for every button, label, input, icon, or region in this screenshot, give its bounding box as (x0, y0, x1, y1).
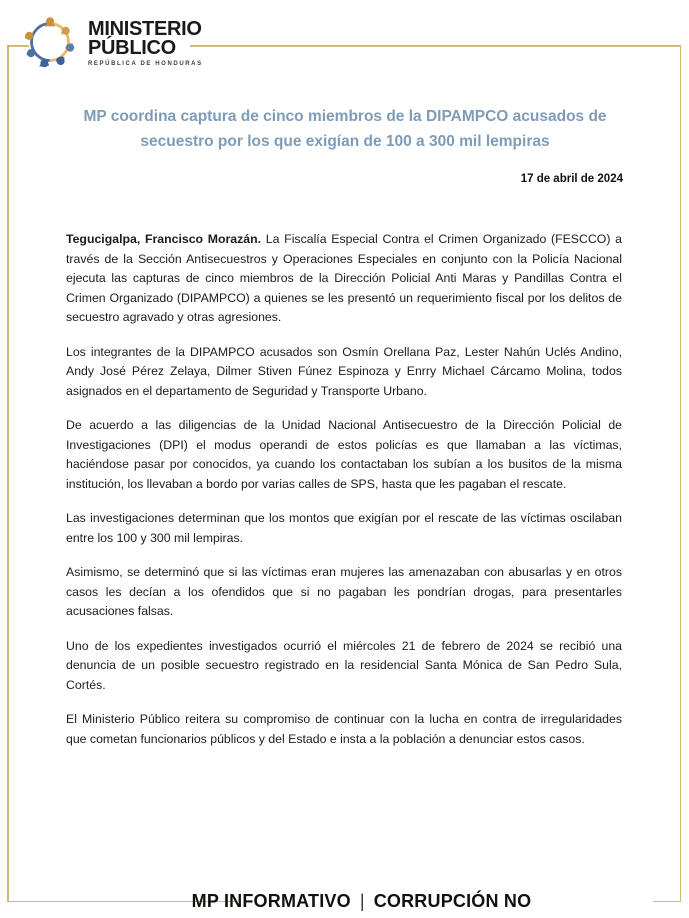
document-footer (0, 891, 689, 912)
footer-label-left: MP INFORMATIVO (191, 891, 351, 911)
paragraph: Asimismo, se determinó que si las víctimas eran mujeres las amenazaban con abusarlas y en otros casos les decían a los ofendidos que si no pagaban les pondrían drogas, para presentarles acusaciones falsas. (66, 565, 622, 618)
paragraph: De acuerdo a las diligencias de la Unidad Nacional Antisecuestro de la Dirección Policial de Investigaciones (DPI) el modus operandi de estos policías es que llamaban a las víctimas, haciéndose pasar por conocidos, ya cuando los contactaban los subían a los busitos de la misma institución, los llevaban a bordo por varias calles de SPS, hasta que les pagaban el rescate. (66, 418, 622, 491)
document-header (22, 14, 203, 70)
frame-border-top-right (190, 45, 681, 47)
brand-name-line-1: MINISTERIO (88, 17, 202, 40)
brand-subtitle: REPÚBLICA DE HONDURAS (88, 60, 203, 67)
paragraph: El Ministerio Público reitera su compromiso de continuar con la lucha en contra de irregularidades que cometan funcionarios públicos y del Estado e insta a la población a denunciar estos casos. (66, 712, 622, 746)
ring-of-people-icon (22, 14, 78, 70)
article-body (66, 230, 622, 749)
publication-date: 17 de abril de 2024 (520, 173, 623, 185)
page-title: MP coordina captura de cinco miembros de la DIPAMPCO acusados de secuestro por los que exigían de 100 a 300 mil lempiras (83, 108, 607, 150)
footer-separator: | (359, 891, 365, 911)
footer-label-right: CORRUPCIÓN NO (373, 891, 532, 911)
paragraph: Los integrantes de la DIPAMPCO acusados son Osmín Orellana Paz, Lester Nahún Uclés Andino, Andy José Pérez Zelaya, Dilmer Stiven Fúnez Espinoza y Enrry Michael Cárcamo Molina, todos asignados en el departamento de Seguridad y Transporte Urbano. (66, 344, 622, 398)
paragraph (66, 230, 622, 328)
footer-slogan (158, 891, 532, 912)
paragraph: Las investigaciones determinan que los montos que exigían por el rescate de las víctimas oscilaban entre los 100 y 300 mil lempiras. (66, 511, 622, 545)
brand-name-line-2: PÚBLICO (88, 36, 176, 59)
paragraph-lead: Tegucigalpa, Francisco Morazán. (66, 232, 262, 246)
paragraph: Uno de los expedientes investigados ocurrió el miércoles 21 de febrero de 2024 se recibió una denuncia de un posible secuestro registrado en la residencial Santa Mónica de San Pedro Sula, Cortés. (66, 638, 622, 692)
paragraph-text: La Fiscalía Especial Contra el Crimen Organizado (FESCCO) a través de la Sección Antisecuestros y Operaciones Especiales en conjunto con la Policía Nacional ejecuta las capturas de cinco miembros de la Dirección Policial Anti Maras y Pandillas Contra el Crimen Organizado (DIPAMPCO) a quienes se les presentó un requerimiento fiscal por los delitos de secuestro agravado y otras agresiones. (66, 232, 622, 324)
brand-wordmark (88, 18, 203, 67)
frame-border-right (680, 45, 682, 902)
